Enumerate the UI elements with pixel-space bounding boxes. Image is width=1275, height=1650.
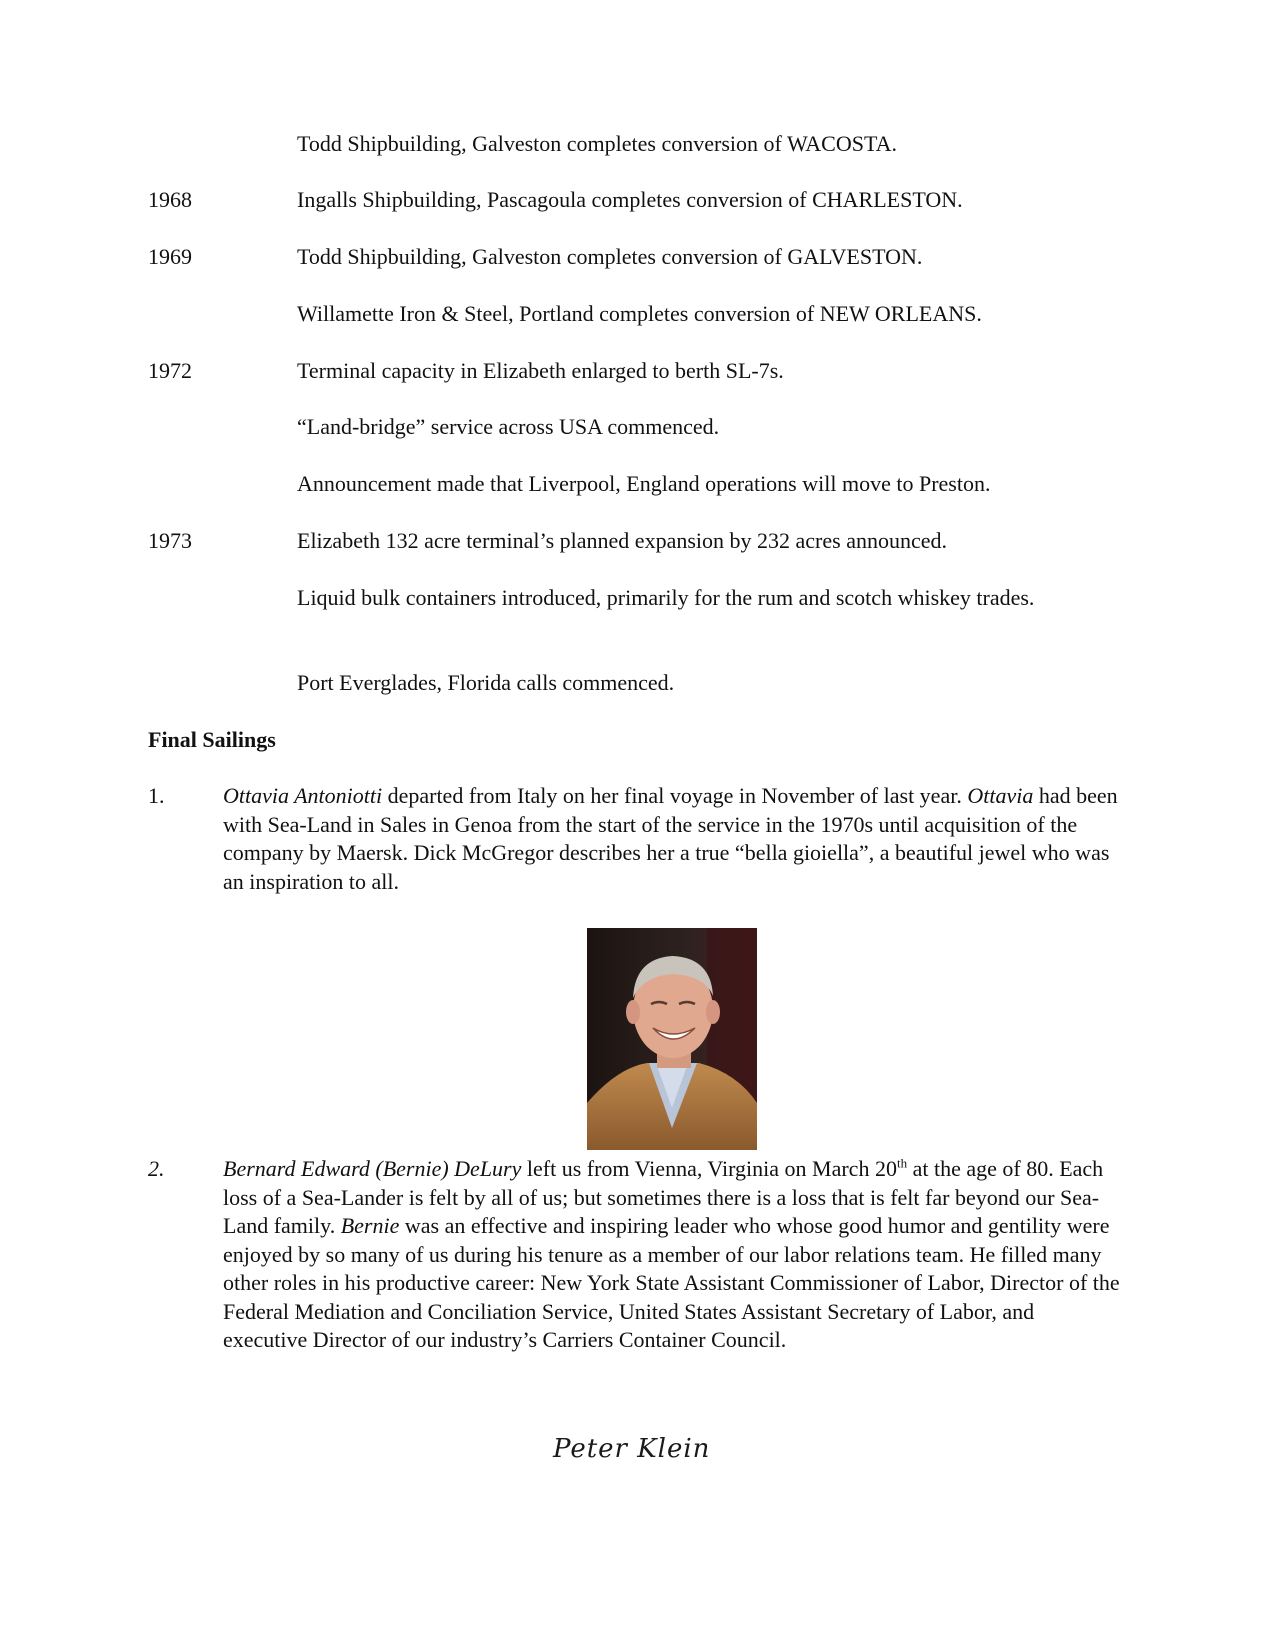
- timeline-event: “Land-bridge” service across USA commenced.: [297, 414, 720, 439]
- portrait-image: [587, 928, 757, 1150]
- person-name: Ottavia Antoniotti: [223, 783, 383, 808]
- paragraph-text: was an effective and inspiring leader who whose good humor and gentility were enjoyed by so many of us during his tenure as a member of our labor relations team. He filled many other roles in his productive career: New York State Assistant Commissioner of Labor, Director of the Federal Mediation and Conciliation Service, United States Assistant Secretary of Labor, and executive Director of our industry’s Carriers Container Council.: [223, 1213, 1120, 1352]
- obituary-paragraph: [223, 782, 1123, 896]
- paragraph-text: departed from Italy on her final voyage in November of last year.: [382, 783, 968, 808]
- timeline-year: 1969: [148, 244, 192, 269]
- obituary-paragraph: [223, 1155, 1123, 1355]
- timeline-event: Ingalls Shipbuilding, Pascagoula completes conversion of CHARLESTON.: [297, 187, 963, 212]
- timeline-event: Announcement made that Liverpool, England operations will move to Preston.: [297, 471, 991, 496]
- list-number: 2.: [148, 1156, 165, 1181]
- section-heading: Final Sailings: [148, 727, 276, 752]
- timeline-year: 1972: [148, 358, 192, 383]
- person-name: Ottavia: [967, 783, 1034, 808]
- paragraph-text: left us from Vienna, Virginia on March 20: [521, 1156, 897, 1181]
- person-name: Bernie: [340, 1213, 400, 1238]
- timeline-event: Todd Shipbuilding, Galveston completes conversion of GALVESTON.: [297, 244, 923, 269]
- portrait-photo: [587, 928, 757, 1150]
- timeline-event: Liquid bulk containers introduced, primarily for the rum and scotch whiskey trades.: [297, 585, 1035, 610]
- list-number: 1.: [148, 783, 165, 808]
- timeline-year: 1968: [148, 187, 192, 212]
- timeline-event: Port Everglades, Florida calls commenced.: [297, 670, 675, 695]
- timeline-event: Terminal capacity in Elizabeth enlarged to berth SL-7s.: [297, 358, 784, 383]
- timeline-year: 1973: [148, 528, 192, 553]
- timeline-event: Elizabeth 132 acre terminal’s planned expansion by 232 acres announced.: [297, 528, 947, 553]
- timeline-event: Willamette Iron & Steel, Portland completes conversion of NEW ORLEANS.: [297, 301, 982, 326]
- timeline-event: Todd Shipbuilding, Galveston completes conversion of WACOSTA.: [297, 131, 898, 156]
- signature: Peter Klein: [553, 1434, 711, 1464]
- person-name: Bernard Edward (Bernie) DeLury: [223, 1156, 522, 1181]
- paragraph-text: had been with Sea-Land in Sales in Genoa from the start of the service in the 1970s until acquisition of the company by Maersk. Dick McGregor describes her a true “bella gioiella”, a beautiful jewel who was an inspiration to all.: [223, 783, 1118, 894]
- paragraph-text: at the age of 80. Each loss of a Sea-Lander is felt by all of us; but sometimes there is a loss that is felt far beyond our Sea-Land family.: [223, 1156, 1104, 1238]
- ordinal-suffix: th: [896, 1155, 908, 1171]
